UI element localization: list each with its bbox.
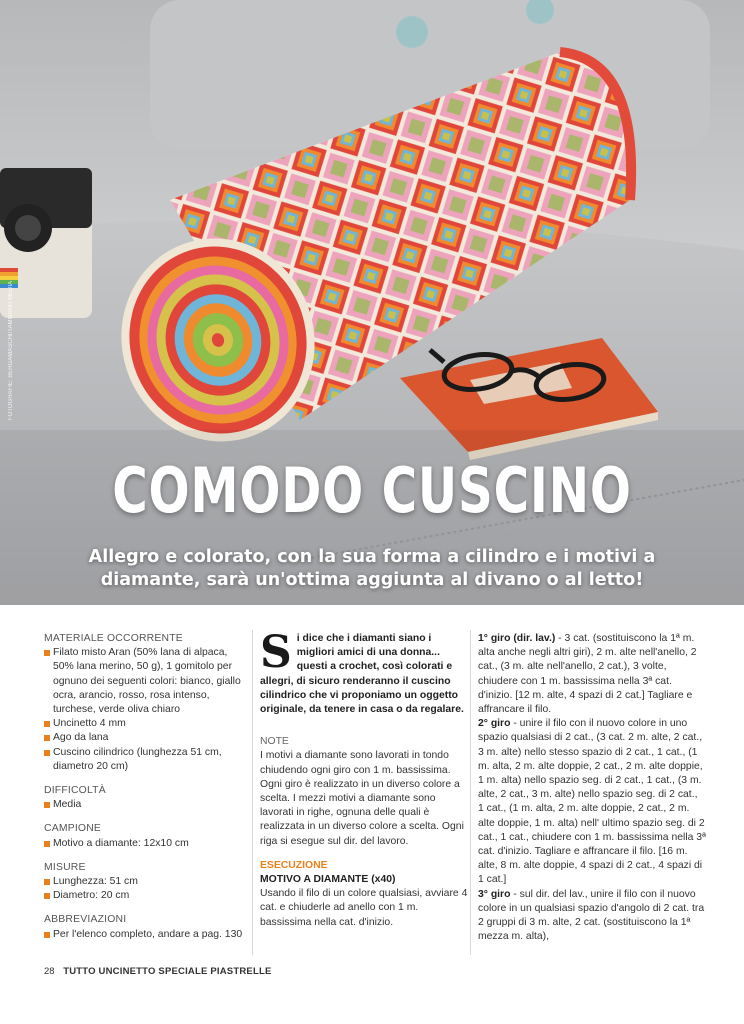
- round-2-text: - unire il filo con il nuovo colore in uno spazio qualsiasi di 2 cat., (3 cat. 2 m. alte, 2 cat., 3 m. alte) nello stesso spazio di 2 cat., 1 cat., (1 m. alta, 2 m. alte doppie, 2 cat., 2 m. alte doppie, 1 m. alta) nello spazio seg. di 2 cat., 1 cat., (3 m. alte, 2 cat., 3 m. alte) nello spazio seg. di 2 cat., 1 cat., (1 m. alta, 2 m. alte doppie, 2 cat., 2 m. alte doppie, 1 m. alta) nell' ultimo spazio seg. di 2 cat., 1 cat., chiudere con 1 m. bassissima nella 3ª cat. d'inizio. Tagliare e affrancare il filo. [16 m. alte, 8 m. alte doppie, 4 spazi di 2 cat., 4 spazi di 1 cat.]: [478, 718, 706, 886]
- column-divider: [470, 630, 471, 955]
- page-subtitle: Allegro e colorato, con la sua forma a cilindro e i motivi a diamante, sarà un'ottima aggiunta al divano o al letto!: [88, 547, 656, 590]
- round-1-label: 1° giro (dir. lav.): [478, 633, 556, 644]
- round-2-label: 2° giro: [478, 718, 511, 730]
- page-title: COMODO CUSCINO: [112, 454, 632, 527]
- materials-column: [44, 632, 249, 942]
- difficulty-value: Media: [44, 798, 249, 812]
- motif-text: Usando il filo di un colore qualsiasi, avviare 4 cat. e chiuderle ad anello con 1 m. bassissima nella cat. d'inizio.: [260, 888, 468, 928]
- round-1: [478, 632, 706, 717]
- material-item: Uncinetto 4 mm: [44, 717, 249, 731]
- page-number: 28: [44, 966, 55, 977]
- material-item: Filato misto Aran (50% lana di alpaca, 50% lana merino, 50 g), 1 gomitolo per ognuno dei seguenti colori: bianco, giallo ocra, arancio, rosso, rosa intenso, turchese, verde oliva chiaro: [44, 646, 249, 717]
- notes-text: I motivi a diamante sono lavorati in tondo chiudendo ogni giro con 1 m. bassissima. Ogni giro è realizzato in un diverso colore a scelta. I mezzi motivi a diamante sono lavorati in righe, ognuna delle quali è realizzata in un diverso colore a scelta. Ogni riga si esegue sul dir. del lavoro.: [260, 750, 464, 847]
- sample-value: Motivo a diamante: 12x10 cm: [44, 837, 249, 851]
- material-item: Cuscino cilindrico (lunghezza 51 cm, diametro 20 cm): [44, 746, 249, 774]
- sample-heading: CAMPIONE: [44, 823, 102, 835]
- materials-heading: MATERIALE OCCORRENTE: [44, 633, 183, 644]
- round-1-text: - 3 cat. (sostituiscono la 1ª m. alta anche negli altri giri), 2 m. alte nell'anello, 2 cat., (3 m. alte nell'anello, 2 cat.), 3 volte, chiudere con 1 m. bassissima nella 3ª cat. d'inizio. [12 m. alte, 4 spazi di 2 cat.] Tagliare e affrancare il filo.: [478, 633, 697, 716]
- round-2: [478, 717, 706, 887]
- round-3: [478, 888, 706, 945]
- round-3-text: - sul dir. del lav., unire il filo con il nuovo colore in un qualsiasi spazio d'angolo di 2 cat. tra 2 gruppi di 3 m. alte, 2 cat. (sostituiscono la 1ª mezza m. alta),: [478, 888, 705, 943]
- intro-paragraph: [260, 627, 468, 717]
- magazine-name: TUTTO UNCINETTO SPECIALE PIASTRELLE: [63, 966, 272, 977]
- round-3-label: 3° giro: [478, 888, 511, 900]
- execution-heading: ESECUZIONE: [260, 859, 328, 871]
- instructions-column: [478, 632, 706, 944]
- abbreviations-value: Per l'elenco completo, andare a pag. 130: [44, 928, 249, 942]
- intro-text: i dice che i diamanti siano i migliori amici di una donna... questi a crochet, così colorati e allegri, di sicuro renderanno il cuscino cilindrico che vi proponiamo un oggetto originale, da tenere in casa o da regalare.: [260, 633, 464, 716]
- abbreviations-heading: ABBREVIAZIONI: [44, 914, 127, 926]
- intro-column: [260, 627, 468, 930]
- column-divider: [252, 630, 253, 955]
- difficulty-heading: DIFFICOLTÀ: [44, 785, 106, 797]
- page-footer: [44, 966, 272, 977]
- size-item: Lunghezza: 51 cm: [44, 875, 249, 889]
- material-item: Ago da lana: [44, 731, 249, 745]
- drop-cap: S: [260, 627, 292, 678]
- notes-heading: NOTE: [260, 736, 289, 748]
- sizes-heading: MISURE: [44, 861, 86, 873]
- photo-credit: FOTOGRAFIE: BERGAMASCHI/TAMMANO MEDIA: [8, 280, 14, 420]
- size-item: Diametro: 20 cm: [44, 889, 249, 903]
- motif-heading: MOTIVO A DIAMANTE (x40): [260, 874, 396, 886]
